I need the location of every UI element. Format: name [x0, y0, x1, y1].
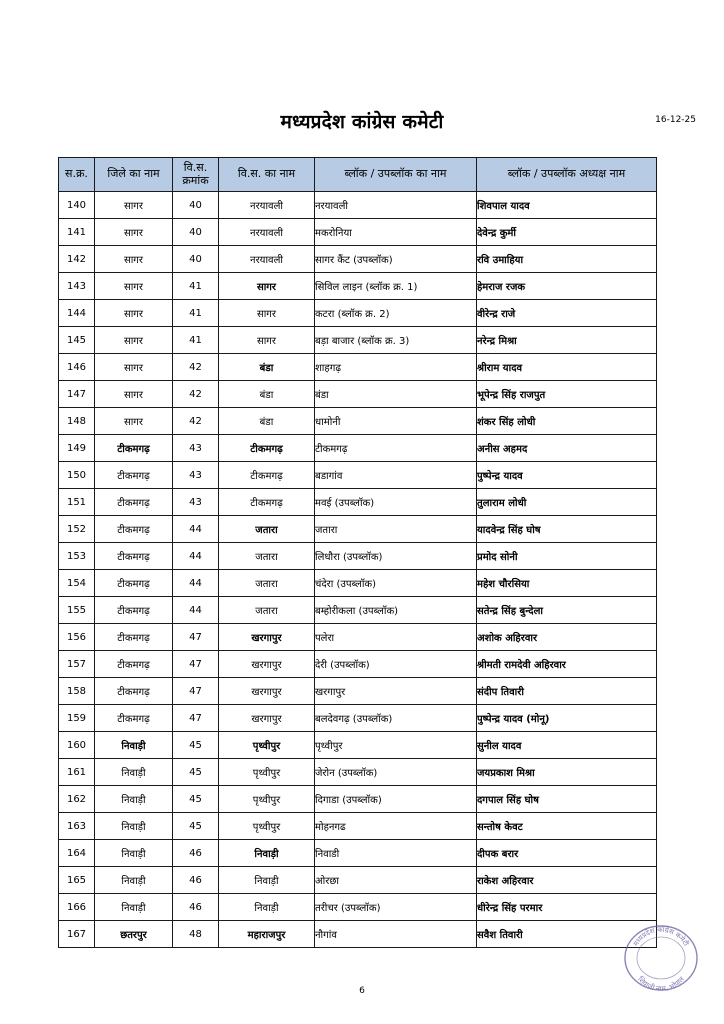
cell-district: टीकमगढ़: [95, 570, 173, 597]
table-row: [59, 327, 657, 354]
cell-president-name: धीरेन्द्र सिंह परमार: [477, 894, 657, 921]
page-title: मध्यप्रदेश कांग्रेस कमेटी: [280, 111, 444, 133]
cell-serial-no: 167: [59, 921, 95, 948]
cell-serial-no: 150: [59, 462, 95, 489]
cell-block-name: कटरा (ब्लॉक क्र. 2): [315, 300, 477, 327]
cell-block-name: टीकमगढ़: [315, 435, 477, 462]
cell-president-name: दीपक बरार: [477, 840, 657, 867]
cell-president-name: शिवपाल यादव: [477, 192, 657, 219]
cell-assembly-no: 42: [173, 381, 219, 408]
cell-assembly-name: खरगापुर: [219, 705, 315, 732]
table-row: [59, 354, 657, 381]
cell-serial-no: 161: [59, 759, 95, 786]
cell-assembly-name: नरयावली: [219, 192, 315, 219]
cell-district: टीकमगढ़: [95, 597, 173, 624]
cell-block-name: लिधौरा (उपब्लॉक): [315, 543, 477, 570]
cell-assembly-name: बंडा: [219, 354, 315, 381]
cell-assembly-name: टीकमगढ़: [219, 489, 315, 516]
cell-block-name: नरयावली: [315, 192, 477, 219]
cell-serial-no: 157: [59, 651, 95, 678]
cell-assembly-name: निवाड़ी: [219, 840, 315, 867]
cell-president-name: रवि उमाहिया: [477, 246, 657, 273]
table-row: [59, 489, 657, 516]
cell-block-name: जतारा: [315, 516, 477, 543]
cell-assembly-no: 43: [173, 489, 219, 516]
cell-assembly-name: नरयावली: [219, 246, 315, 273]
table-row: [59, 651, 657, 678]
cell-block-name: देरी (उपब्लॉक): [315, 651, 477, 678]
cell-district: सागर: [95, 219, 173, 246]
cell-president-name: देवेन्द्र कुर्मी: [477, 219, 657, 246]
cell-district: निवाड़ी: [95, 759, 173, 786]
cell-block-name: बडागांव: [315, 462, 477, 489]
cell-assembly-no: 44: [173, 516, 219, 543]
cell-president-name: अशोक अहिरवार: [477, 624, 657, 651]
cell-district: सागर: [95, 246, 173, 273]
cell-serial-no: 156: [59, 624, 95, 651]
cell-president-name: हेमराज रजक: [477, 273, 657, 300]
table-row: [59, 192, 657, 219]
cell-assembly-no: 46: [173, 867, 219, 894]
cell-president-name: वीरेन्द्र राजे: [477, 300, 657, 327]
cell-serial-no: 142: [59, 246, 95, 273]
cell-assembly-name: जतारा: [219, 570, 315, 597]
cell-assembly-name: पृथ्वीपुर: [219, 786, 315, 813]
cell-president-name: दगपाल सिंह घोष: [477, 786, 657, 813]
cell-serial-no: 144: [59, 300, 95, 327]
cell-district: सागर: [95, 354, 173, 381]
cell-serial-no: 163: [59, 813, 95, 840]
office-seal-stamp: [622, 922, 700, 992]
cell-district: निवाड़ी: [95, 786, 173, 813]
cell-assembly-no: 46: [173, 894, 219, 921]
cell-president-name: राकेश अहिरवार: [477, 867, 657, 894]
header-block-name: ब्लॉक / उपब्लॉक का नाम: [315, 158, 477, 192]
cell-assembly-name: खरगापुर: [219, 678, 315, 705]
cell-serial-no: 154: [59, 570, 95, 597]
cell-block-name: मोहनगढ: [315, 813, 477, 840]
cell-block-name: मवई (उपब्लॉक): [315, 489, 477, 516]
cell-serial-no: 152: [59, 516, 95, 543]
header-assembly-no: वि.स. क्रमांक: [173, 158, 219, 192]
cell-district: टीकमगढ़: [95, 651, 173, 678]
table-row: [59, 921, 657, 948]
cell-assembly-name: जतारा: [219, 597, 315, 624]
cell-serial-no: 166: [59, 894, 95, 921]
cell-assembly-no: 43: [173, 435, 219, 462]
cell-district: सागर: [95, 273, 173, 300]
cell-district: टीकमगढ़: [95, 435, 173, 462]
cell-block-name: शाहगढ़: [315, 354, 477, 381]
table-row: [59, 759, 657, 786]
document-date: 16-12-25: [655, 115, 696, 125]
cell-assembly-no: 41: [173, 300, 219, 327]
header-row: [59, 158, 657, 192]
cell-assembly-name: निवाड़ी: [219, 894, 315, 921]
cell-assembly-no: 47: [173, 705, 219, 732]
cell-serial-no: 146: [59, 354, 95, 381]
cell-serial-no: 158: [59, 678, 95, 705]
cell-serial-no: 147: [59, 381, 95, 408]
cell-serial-no: 164: [59, 840, 95, 867]
cell-block-name: तरीचर (उपब्लॉक): [315, 894, 477, 921]
cell-assembly-no: 47: [173, 651, 219, 678]
cell-assembly-name: पृथ्वीपुर: [219, 732, 315, 759]
cell-president-name: सन्तोष केवट: [477, 813, 657, 840]
cell-serial-no: 153: [59, 543, 95, 570]
cell-assembly-no: 43: [173, 462, 219, 489]
cell-president-name: श्रीराम यादव: [477, 354, 657, 381]
table-row: [59, 678, 657, 705]
table-row: [59, 219, 657, 246]
header-serial-no: स.क्र.: [59, 158, 95, 192]
cell-assembly-name: सागर: [219, 300, 315, 327]
cell-serial-no: 145: [59, 327, 95, 354]
cell-block-name: ओरछा: [315, 867, 477, 894]
cell-district: सागर: [95, 300, 173, 327]
cell-block-name: सागर कैंट (उपब्लॉक): [315, 246, 477, 273]
cell-assembly-no: 41: [173, 327, 219, 354]
cell-serial-no: 162: [59, 786, 95, 813]
cell-president-name: महेश चौरसिया: [477, 570, 657, 597]
cell-assembly-name: सागर: [219, 327, 315, 354]
cell-block-name: सिविल लाइन (ब्लॉक क्र. 1): [315, 273, 477, 300]
cell-district: टीकमगढ़: [95, 462, 173, 489]
cell-district: निवाड़ी: [95, 867, 173, 894]
table-header: [59, 158, 657, 192]
cell-block-name: चंदेरा (उपब्लॉक): [315, 570, 477, 597]
cell-district: टीकमगढ़: [95, 705, 173, 732]
cell-assembly-no: 44: [173, 570, 219, 597]
table-row: [59, 435, 657, 462]
cell-serial-no: 143: [59, 273, 95, 300]
cell-serial-no: 165: [59, 867, 95, 894]
cell-assembly-name: सागर: [219, 273, 315, 300]
office-bearers-table: [58, 157, 657, 948]
cell-president-name: यादवेन्द्र सिंह घोष: [477, 516, 657, 543]
table-row: [59, 570, 657, 597]
table-row: [59, 543, 657, 570]
cell-block-name: पलेरा: [315, 624, 477, 651]
cell-assembly-name: खरगापुर: [219, 651, 315, 678]
cell-district: टीकमगढ़: [95, 489, 173, 516]
table-row: [59, 705, 657, 732]
cell-serial-no: 149: [59, 435, 95, 462]
header-assembly-name: वि.स. का नाम: [219, 158, 315, 192]
cell-block-name: बम्होरीकला (उपब्लॉक): [315, 597, 477, 624]
table-row: [59, 867, 657, 894]
cell-serial-no: 155: [59, 597, 95, 624]
table-row: [59, 246, 657, 273]
cell-assembly-name: महाराजपुर: [219, 921, 315, 948]
cell-president-name: सतेन्द्र सिंह बुन्देला: [477, 597, 657, 624]
table-row: [59, 597, 657, 624]
cell-president-name: शंकर सिंह लोधी: [477, 408, 657, 435]
cell-serial-no: 159: [59, 705, 95, 732]
cell-assembly-no: 40: [173, 219, 219, 246]
cell-district: टीकमगढ़: [95, 543, 173, 570]
cell-president-name: जयप्रकाश मिश्रा: [477, 759, 657, 786]
cell-serial-no: 151: [59, 489, 95, 516]
cell-block-name: खरगापुर: [315, 678, 477, 705]
table-row: [59, 894, 657, 921]
cell-assembly-name: खरगापुर: [219, 624, 315, 651]
cell-block-name: बलदेवगढ़ (उपब्लॉक): [315, 705, 477, 732]
cell-assembly-no: 45: [173, 732, 219, 759]
cell-assembly-no: 48: [173, 921, 219, 948]
cell-assembly-no: 47: [173, 678, 219, 705]
header-district: जिले का नाम: [95, 158, 173, 192]
cell-assembly-name: बंडा: [219, 408, 315, 435]
cell-district: टीकमगढ़: [95, 516, 173, 543]
cell-district: सागर: [95, 381, 173, 408]
table-row: [59, 786, 657, 813]
cell-assembly-name: टीकमगढ़: [219, 435, 315, 462]
cell-president-name: नरेन्द्र मिश्रा: [477, 327, 657, 354]
cell-assembly-no: 44: [173, 543, 219, 570]
cell-block-name: दिगाडा (उपब्लॉक): [315, 786, 477, 813]
table-row: [59, 462, 657, 489]
table-row: [59, 813, 657, 840]
cell-assembly-no: 41: [173, 273, 219, 300]
table-row: [59, 732, 657, 759]
cell-president-name: पुष्पेन्द्र यादव: [477, 462, 657, 489]
cell-block-name: मकरोनिया: [315, 219, 477, 246]
page-number: 6: [359, 986, 365, 996]
cell-serial-no: 141: [59, 219, 95, 246]
cell-district: निवाड़ी: [95, 813, 173, 840]
cell-block-name: नौगांव: [315, 921, 477, 948]
cell-president-name: सुनील यादव: [477, 732, 657, 759]
svg-text:मध्यप्रदेश कांग्रेस कमेटी: मध्यप्रदेश कांग्रेस कमेटी: [631, 925, 691, 948]
cell-serial-no: 160: [59, 732, 95, 759]
cell-block-name: पृथ्वीपुर: [315, 732, 477, 759]
cell-assembly-no: 47: [173, 624, 219, 651]
cell-assembly-name: टीकमगढ़: [219, 462, 315, 489]
header-president-name: ब्लॉक / उपब्लॉक अध्यक्ष नाम: [477, 158, 657, 192]
cell-district: सागर: [95, 192, 173, 219]
cell-block-name: निवाडी: [315, 840, 477, 867]
cell-assembly-name: बंडा: [219, 381, 315, 408]
svg-text:शिवाजी नगर, भोपाल: शिवाजी नगर, भोपाल: [636, 975, 686, 992]
table-row: [59, 408, 657, 435]
cell-block-name: धामोनी: [315, 408, 477, 435]
table-row: [59, 516, 657, 543]
cell-assembly-no: 40: [173, 192, 219, 219]
cell-assembly-no: 44: [173, 597, 219, 624]
cell-assembly-no: 42: [173, 408, 219, 435]
cell-assembly-no: 46: [173, 840, 219, 867]
cell-serial-no: 148: [59, 408, 95, 435]
cell-district: टीकमगढ़: [95, 624, 173, 651]
cell-district: निवाड़ी: [95, 840, 173, 867]
cell-district: छतरपुर: [95, 921, 173, 948]
cell-district: टीकमगढ़: [95, 678, 173, 705]
cell-assembly-name: पृथ्वीपुर: [219, 759, 315, 786]
cell-president-name: सवैश तिवारी: [477, 921, 657, 948]
cell-assembly-name: जतारा: [219, 543, 315, 570]
cell-president-name: श्रीमती रामदेवी अहिरवार: [477, 651, 657, 678]
cell-president-name: भूपेन्द्र सिंह राजपुत: [477, 381, 657, 408]
cell-assembly-no: 45: [173, 813, 219, 840]
cell-president-name: संदीप तिवारी: [477, 678, 657, 705]
cell-assembly-name: नरयावली: [219, 219, 315, 246]
cell-assembly-no: 40: [173, 246, 219, 273]
cell-assembly-no: 42: [173, 354, 219, 381]
cell-block-name: बंडा: [315, 381, 477, 408]
table-row: [59, 624, 657, 651]
table-body: [59, 192, 657, 948]
cell-assembly-no: 45: [173, 786, 219, 813]
cell-president-name: अनीस अहमद: [477, 435, 657, 462]
cell-president-name: पुष्पेन्द्र यादव (मोनू): [477, 705, 657, 732]
table-row: [59, 300, 657, 327]
cell-assembly-no: 45: [173, 759, 219, 786]
cell-block-name: जेरोन (उपब्लॉक): [315, 759, 477, 786]
cell-block-name: बड़ा बाजार (ब्लॉक क्र. 3): [315, 327, 477, 354]
cell-assembly-name: निवाड़ी: [219, 867, 315, 894]
cell-district: निवाड़ी: [95, 894, 173, 921]
cell-president-name: तुलाराम लोधी: [477, 489, 657, 516]
cell-district: निवाड़ी: [95, 732, 173, 759]
cell-assembly-name: जतारा: [219, 516, 315, 543]
cell-district: सागर: [95, 408, 173, 435]
cell-assembly-name: पृथ्वीपुर: [219, 813, 315, 840]
table-row: [59, 840, 657, 867]
table-row: [59, 273, 657, 300]
table-row: [59, 381, 657, 408]
cell-serial-no: 140: [59, 192, 95, 219]
cell-president-name: प्रमोद सोनी: [477, 543, 657, 570]
cell-district: सागर: [95, 327, 173, 354]
